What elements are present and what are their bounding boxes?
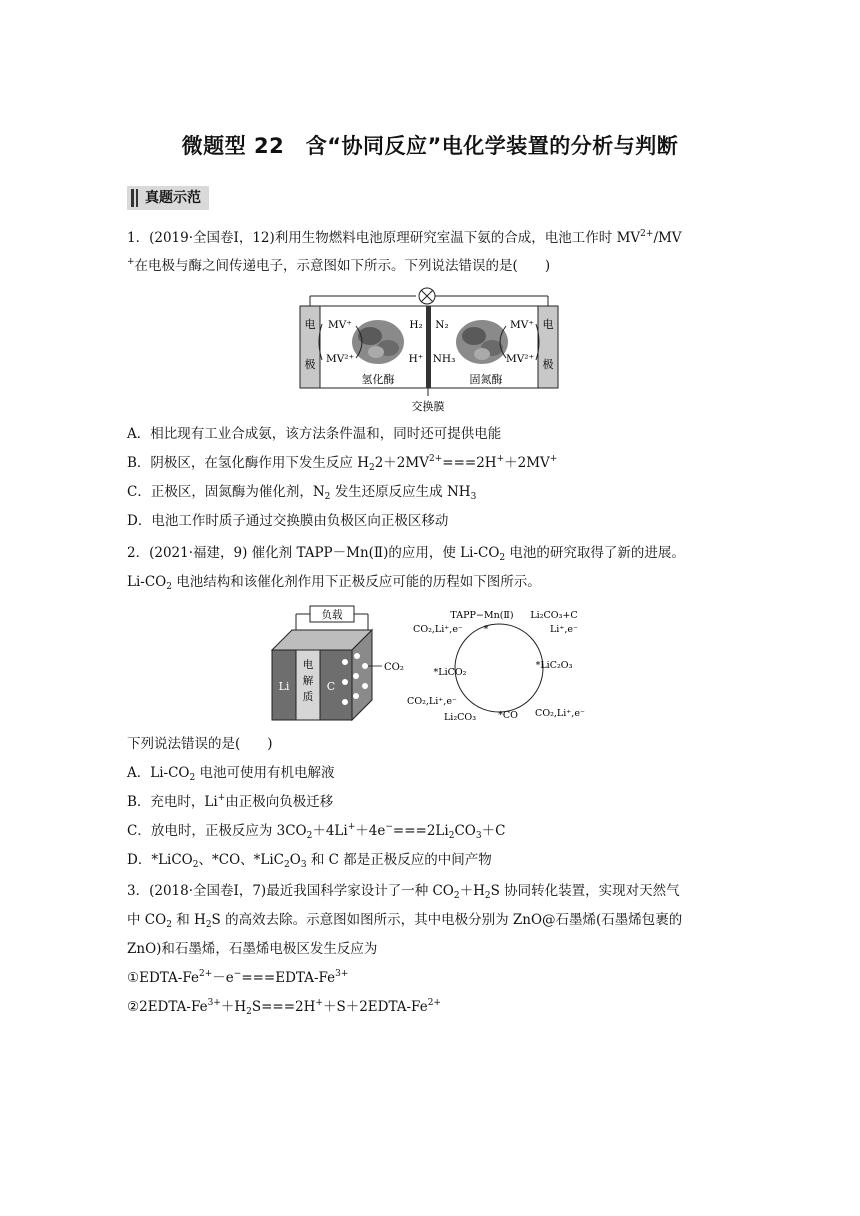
q2-electrolyte-1: 电 <box>302 659 314 671</box>
q2-licoo2: *LiCO₂ <box>433 667 467 678</box>
q2-star: * <box>483 624 489 635</box>
q3-equation-2: $②2EDTA-Fe^{3+}+H_2S===2H^++S+2EDTA-Fe^{2+}$ <box>127 998 441 1017</box>
q2-li-e-right: Li⁺,e⁻ <box>549 624 579 635</box>
q3-equation-1: ①EDTA-$Fe^{2+}-e^-===EDTA-Fe^{3+}$ <box>127 969 349 986</box>
q2-stem-line-2: $Li-CO_2$ 电池结构和该催化剂作用下正极反应可能的历程如下图所示。 <box>127 574 541 592</box>
q1-mv-2plus-left: MV²⁺ <box>325 353 355 365</box>
q3-stem-line-3: ZnO)和石墨烯，石墨烯电极区发生反应为 <box>127 941 378 957</box>
q2-lic2o3: *LiC₂O₃ <box>535 660 573 671</box>
q1-enzyme-left-label: 氢化酶 <box>361 373 395 386</box>
q1-right-electrode-text-1: 电 <box>542 318 554 331</box>
q2-ask: 下列说法错误的是( ) <box>127 736 273 752</box>
q2-battery-figure <box>268 600 418 724</box>
page-title: 微题型 22 含“协同反应”电化学装置的分析与判断 <box>181 134 679 158</box>
q2-option-a: A．$Li-CO_2$ 电池可使用有机电解液 <box>127 765 335 783</box>
q1-option-a: A．相比现有工业合成氨，该方法条件温和，同时还可提供电能 <box>127 426 502 442</box>
q1-h-plus: H⁺ <box>408 353 424 365</box>
q2-co2-li-e-bot-right: CO₂,Li⁺,e⁻ <box>535 708 585 719</box>
q2-cycle-figure <box>404 604 600 726</box>
q2-li-label: Li <box>278 680 290 693</box>
q1-mv-2plus-right: MV²⁺ <box>505 353 535 365</box>
q2-co2-li-e-bot-left: CO₂,Li⁺,e⁻ <box>407 696 457 707</box>
q1-option-c: C．正极区，固氮酶为催化剂，$N_2$ 发生还原反应生成 $NH_3$ <box>127 484 477 502</box>
q2-option-d: D．*LiCO$_2$、*CO、$*LiC_2O_3$ 和 C 都是正极反应的中间产物 <box>127 852 492 870</box>
q2-option-c: C．放电时，正极反应为 $3CO_2+4Li^++4e^-===2Li_2CO_3+C$ <box>127 822 506 841</box>
q1-h2: H₂ <box>409 319 423 331</box>
section-tag-label: 真题示范 <box>145 190 201 206</box>
q2-tapp-label: TAPP−Mn(Ⅱ) <box>450 610 514 621</box>
q1-n2: N₂ <box>435 319 449 331</box>
q2-co2-li-e-top-left: CO₂,Li⁺,e⁻ <box>413 624 463 635</box>
q1-enzyme-right-label: 固氮酶 <box>469 373 503 386</box>
q1-mv-plus-left: MV⁺ <box>328 319 352 331</box>
q2-li2co3-c: Li₂CO₃+C <box>530 610 578 621</box>
q3-stem-line-2: 中 $CO_2$ 和 $H_2S$ 的高效去除。示意图如图所示，其中电极分别为 ZnO@石墨烯(石墨烯包裹的 <box>127 912 683 930</box>
q1-left-electrode-text-2: 极 <box>304 358 316 371</box>
q1-figure <box>296 284 566 416</box>
q2-electrolyte-3: 质 <box>302 691 314 703</box>
q2-c-label: C <box>326 680 336 693</box>
q2-electrolyte-2: 解 <box>302 675 314 687</box>
q1-stem-line-2: +在电极与酶之间传递电子，示意图如下所示。下列说法错误的是( ) <box>127 257 551 274</box>
q3-stem-line-1: 3．(2018·全国卷Ⅰ，7)最近我国科学家设计了一种 $CO_2+H_2S$ 协同转化装置，实现对天然气 <box>127 883 680 901</box>
tag-bar <box>136 189 138 207</box>
q1-hydrogenase-blob <box>352 320 404 364</box>
q1-right-electrode-text-2: 极 <box>542 358 554 371</box>
q2-co2-label: CO₂ <box>384 662 404 673</box>
q2-co: *CO <box>498 710 518 721</box>
q1-nh3: NH₃ <box>432 353 456 365</box>
q1-mv-plus-right: MV⁺ <box>510 319 534 331</box>
q2-option-b: B．充电时，Li+由正极向负极迁移 <box>127 793 334 810</box>
q1-option-d: D．电池工作时质子通过交换膜由负极区向正极区移动 <box>127 513 449 529</box>
section-tag <box>127 186 209 210</box>
q2-stem-line-1: 2．(2021·福建，9) 催化剂 TAPP－Mn(Ⅱ)的应用，使 $Li-CO_2$ 电池的研究取得了新的进展。 <box>127 545 685 563</box>
q2-load-label: 负载 <box>321 609 343 621</box>
q2-li2co3-bot: Li₂CO₃ <box>443 712 477 723</box>
q1-membrane-label: 交换膜 <box>411 400 445 413</box>
q1-stem-line-1: 1．(2019·全国卷Ⅰ，12)利用生物燃料电池原理研究室温下氨的合成，电池工作时 $MV^{2+}/MV$ <box>127 229 682 246</box>
q1-option-b: B．阴极区，在氢化酶作用下发生反应 $H_22+2MV^{2+}===2H^++2MV^+$ <box>127 454 558 473</box>
q1-left-electrode-text-1: 电 <box>304 318 316 331</box>
tag-bar <box>131 189 134 207</box>
